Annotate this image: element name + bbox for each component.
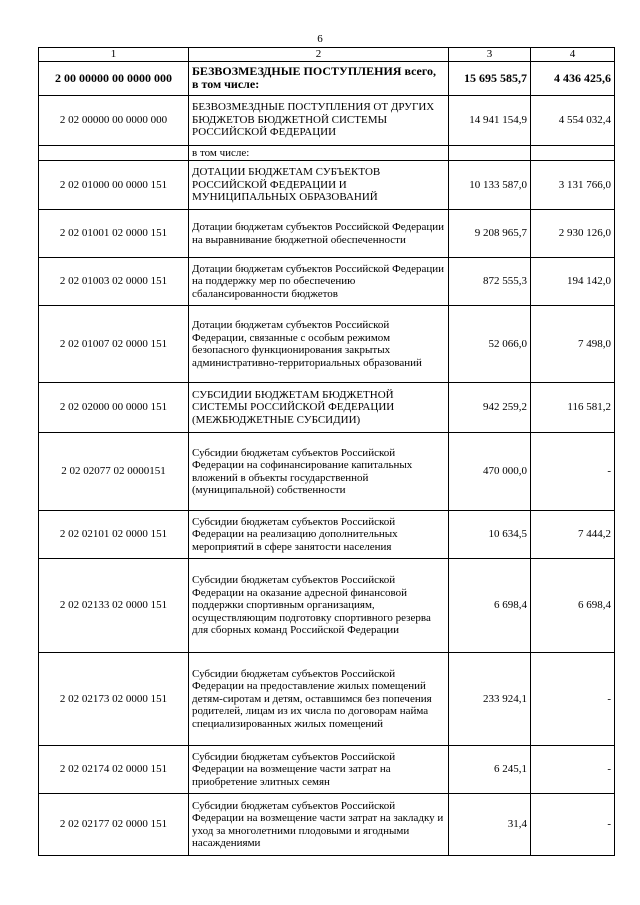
amount-col3: 52 066,0 — [449, 306, 531, 383]
budget-code: 2 02 00000 00 0000 000 — [39, 95, 189, 145]
amount-col4: 7 498,0 — [531, 306, 615, 383]
budget-revenue-table — [38, 47, 615, 856]
table-row — [39, 794, 615, 856]
amount-col3: 31,4 — [449, 794, 531, 856]
amount-col4: - — [531, 653, 615, 746]
budget-code: 2 02 01001 02 0000 151 — [39, 210, 189, 258]
amount-col3: 942 259,2 — [449, 383, 531, 433]
table-row — [39, 653, 615, 746]
table-row — [39, 210, 615, 258]
revenue-name: БЕЗВОЗМЕЗДНЫЕ ПОСТУПЛЕНИЯ ОТ ДРУГИХ БЮДЖЕТОВ БЮДЖЕТНОЙ СИСТЕМЫ РОССИЙСКОЙ ФЕДЕРАЦИИ — [189, 95, 449, 145]
amount-col4: 6 698,4 — [531, 559, 615, 653]
revenue-name: Субсидии бюджетам субъектов Российской Федерации на реализацию дополнительных мероприятий в сфере занятости населения — [189, 511, 449, 559]
table-row — [39, 383, 615, 433]
revenue-name: СУБСИДИИ БЮДЖЕТАМ БЮДЖЕТНОЙ СИСТЕМЫ РОССИЙСКОЙ ФЕДЕРАЦИИ (МЕЖБЮДЖЕТНЫЕ СУБСИДИИ) — [189, 383, 449, 433]
revenue-name: Субсидии бюджетам субъектов Российской Федерации на возмещение части затрат на закладку и уход за многолетними плодовыми и ягодными насаждениями — [189, 794, 449, 856]
amount-col4: - — [531, 746, 615, 794]
table-row — [39, 161, 615, 210]
budget-code — [39, 145, 189, 161]
table-row — [39, 306, 615, 383]
amount-col3: 10 133 587,0 — [449, 161, 531, 210]
table-row — [39, 61, 615, 95]
amount-col4 — [531, 145, 615, 161]
column-header-1: 1 — [39, 48, 189, 62]
revenue-name: ДОТАЦИИ БЮДЖЕТАМ СУБЪЕКТОВ РОССИЙСКОЙ ФЕДЕРАЦИИ И МУНИЦИПАЛЬНЫХ ОБРАЗОВАНИЙ — [189, 161, 449, 210]
budget-code: 2 02 02174 02 0000 151 — [39, 746, 189, 794]
column-header-3: 3 — [449, 48, 531, 62]
column-header-2: 2 — [189, 48, 449, 62]
table-row — [39, 145, 615, 161]
budget-code: 2 02 02133 02 0000 151 — [39, 559, 189, 653]
revenue-name: в том числе: — [189, 145, 449, 161]
amount-col3: 14 941 154,9 — [449, 95, 531, 145]
amount-col3: 470 000,0 — [449, 433, 531, 511]
amount-col4: 116 581,2 — [531, 383, 615, 433]
amount-col3: 6 245,1 — [449, 746, 531, 794]
amount-col4: 3 131 766,0 — [531, 161, 615, 210]
budget-code: 2 02 02077 02 0000151 — [39, 433, 189, 511]
table-row — [39, 433, 615, 511]
table-row — [39, 746, 615, 794]
revenue-name: БЕЗВОЗМЕЗДНЫЕ ПОСТУПЛЕНИЯ всего, в том числе: — [189, 61, 449, 95]
amount-col4: 4 554 032,4 — [531, 95, 615, 145]
revenue-name: Дотации бюджетам субъектов Российской Федерации на поддержку мер по обеспечению сбалансированности бюджетов — [189, 258, 449, 306]
revenue-name: Дотации бюджетам субъектов Российской Федерации на выравнивание бюджетной обеспеченности — [189, 210, 449, 258]
amount-col4: 4 436 425,6 — [531, 61, 615, 95]
budget-code: 2 02 02101 02 0000 151 — [39, 511, 189, 559]
revenue-name: Субсидии бюджетам субъектов Российской Федерации на предоставление жилых помещений детям-сиротам и детям, оставшимся без попечения родителей, лицам из их числа по договорам найма специализированных жилых помещений — [189, 653, 449, 746]
revenue-name: Субсидии бюджетам субъектов Российской Федерации на возмещение части затрат на приобретение элитных семян — [189, 746, 449, 794]
amount-col3: 6 698,4 — [449, 559, 531, 653]
amount-col4: - — [531, 794, 615, 856]
table-header-row — [39, 48, 615, 62]
amount-col3: 872 555,3 — [449, 258, 531, 306]
amount-col3 — [449, 145, 531, 161]
amount-col3: 9 208 965,7 — [449, 210, 531, 258]
revenue-name: Субсидии бюджетам субъектов Российской Федерации на софинансирование капитальных вложений в объекты государственной (муниципальной) собственности — [189, 433, 449, 511]
table-row — [39, 258, 615, 306]
amount-col3: 15 695 585,7 — [449, 61, 531, 95]
amount-col4: 194 142,0 — [531, 258, 615, 306]
column-header-4: 4 — [531, 48, 615, 62]
revenue-name: Дотации бюджетам субъектов Российской Федерации, связанные с особым режимом безопасного функционирования закрытых административно-территориальных образований — [189, 306, 449, 383]
page-number: 6 — [317, 33, 323, 45]
budget-code: 2 02 01007 02 0000 151 — [39, 306, 189, 383]
amount-col3: 10 634,5 — [449, 511, 531, 559]
amount-col4: 2 930 126,0 — [531, 210, 615, 258]
amount-col3: 233 924,1 — [449, 653, 531, 746]
amount-col4: 7 444,2 — [531, 511, 615, 559]
table-row — [39, 559, 615, 653]
table-row — [39, 95, 615, 145]
budget-code: 2 02 02173 02 0000 151 — [39, 653, 189, 746]
revenue-name: Субсидии бюджетам субъектов Российской Федерации на оказание адресной финансовой поддержки спортивным организациям, осуществляющим подготовку спортивного резерва для сборных команд Российской Федерации — [189, 559, 449, 653]
budget-code: 2 02 02177 02 0000 151 — [39, 794, 189, 856]
table-row — [39, 511, 615, 559]
amount-col4: - — [531, 433, 615, 511]
budget-code: 2 00 00000 00 0000 000 — [39, 61, 189, 95]
budget-code: 2 02 02000 00 0000 151 — [39, 383, 189, 433]
budget-code: 2 02 01003 02 0000 151 — [39, 258, 189, 306]
budget-code: 2 02 01000 00 0000 151 — [39, 161, 189, 210]
